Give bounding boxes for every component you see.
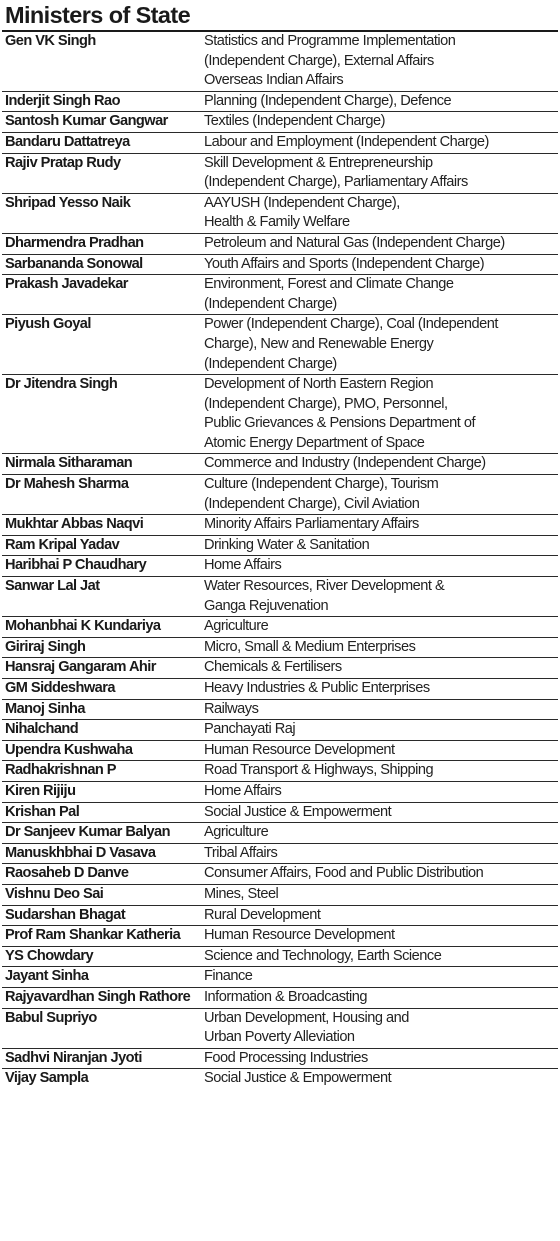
portfolio [204,92,558,112]
table-row [2,658,558,679]
minister-name: Upendra Kushwaha [5,741,133,758]
portfolio-line: Petroleum and Natural Gas (Independent Charge) [204,234,505,251]
minister-name: Krishan Pal [5,803,80,820]
portfolio [204,782,558,802]
table-row [2,375,558,454]
ministers-table [2,32,558,1089]
table-row [2,315,558,375]
portfolio-line: Mines, Steel [204,885,279,902]
portfolio [204,885,558,905]
table-row [2,741,558,762]
table-row [2,154,558,194]
portfolio-line: Water Resources, River Development & [204,578,445,595]
portfolio-line: (Independent Charge), Parliamentary Affairs [204,174,468,191]
table-row [2,1049,558,1070]
portfolio-line: Culture (Independent Charge), Tourism [204,476,439,493]
minister-name: Manoj Sinha [5,700,85,717]
portfolio [204,255,558,275]
minister-name: Nirmala Sitharaman [5,455,133,472]
portfolio-line: Statistics and Programme Implementation [204,33,456,49]
table-row [2,1009,558,1049]
portfolio [204,638,558,658]
minister-name: Vijay Sampla [5,1070,89,1087]
table-row [2,782,558,803]
table-row [2,679,558,700]
minister-name: Bandaru Dattatreya [5,133,130,150]
portfolio-line: Tribal Affairs [204,844,278,861]
portfolio-line: Minority Affairs Parliamentary Affairs [204,516,419,533]
table-row [2,133,558,154]
table-row [2,617,558,638]
portfolio [204,577,558,616]
portfolio-line: Drinking Water & Sanitation [204,536,370,553]
table-row [2,720,558,741]
portfolio [204,967,558,987]
minister-name: Sanwar Lal Jat [5,578,100,595]
minister-name: Giriraj Singh [5,638,86,655]
table-row [2,255,558,276]
portfolio-line: Home Affairs [204,557,282,574]
minister-name: Mohanbhai K Kundariya [5,618,161,635]
portfolio-line: Health & Family Welfare [204,214,350,231]
portfolio [204,515,558,535]
table-row [2,234,558,255]
portfolio [204,154,558,193]
portfolio [204,988,558,1008]
portfolio-line: Rural Development [204,906,321,923]
portfolio-line: Power (Independent Charge), Coal (Independent [204,316,498,333]
portfolio [204,1009,558,1048]
portfolio-line: Commerce and Industry (Independent Charge) [204,455,486,472]
portfolio-line: Road Transport & Highways, Shipping [204,762,434,779]
minister-name: Dr Mahesh Sharma [5,476,129,493]
minister-name: Raosaheb D Danve [5,865,129,882]
portfolio [204,823,558,843]
table-row [2,803,558,824]
minister-name: Prakash Javadekar [5,276,128,293]
portfolio [204,275,558,314]
minister-name: Dr Jitendra Singh [5,376,118,393]
portfolio-line: Social Justice & Empowerment [204,1070,392,1087]
table-row [2,967,558,988]
portfolio-line: Food Processing Industries [204,1049,368,1066]
portfolio-line: Ganga Rejuvenation [204,597,329,614]
portfolio-line: Charge), New and Renewable Energy [204,335,434,352]
minister-name: Gen VK Singh [5,33,96,49]
portfolio [204,234,558,254]
minister-name: Rajiv Pratap Rudy [5,154,121,171]
portfolio [204,375,558,453]
portfolio [204,475,558,514]
portfolio-line: (Independent Charge), PMO, Personnel, [204,395,448,412]
portfolio-line: Railways [204,700,259,717]
table-row [2,194,558,234]
portfolio-line: AAYUSH (Independent Charge), [204,194,400,211]
minister-name: Sadhvi Niranjan Jyoti [5,1049,142,1066]
portfolio-line: Development of North Eastern Region [204,376,434,393]
portfolio [204,454,558,474]
minister-name: Manuskhbhai D Vasava [5,844,156,861]
table-row [2,32,558,92]
portfolio-line: Panchayati Raj [204,721,296,738]
portfolio-line: Information & Broadcasting [204,988,368,1005]
portfolio [204,741,558,761]
minister-name: Ram Kripal Yadav [5,536,120,553]
portfolio-line: Textiles (Independent Charge) [204,113,386,130]
portfolio [204,844,558,864]
minister-name: Prof Ram Shankar Katheria [5,927,181,944]
portfolio [204,556,558,576]
minister-name: Rajyavardhan Singh Rathore [5,988,191,1005]
portfolio-line: Science and Technology, Earth Science [204,947,442,964]
portfolio [204,926,558,946]
portfolio [204,679,558,699]
portfolio-line: Planning (Independent Charge), Defence [204,92,452,109]
portfolio [204,906,558,926]
portfolio-line: Urban Poverty Alleviation [204,1029,355,1046]
portfolio [204,617,558,637]
portfolio [204,536,558,556]
portfolio [204,803,558,823]
portfolio [204,112,558,132]
portfolio-line: Labour and Employment (Independent Charge) [204,133,489,150]
portfolio-line: Finance [204,968,253,985]
portfolio [204,1069,558,1089]
table-row [2,556,558,577]
portfolio-line: Chemicals & Fertilisers [204,659,342,676]
portfolio-line: Social Justice & Empowerment [204,803,392,820]
portfolio [204,133,558,153]
minister-name: Inderjit Singh Rao [5,92,120,109]
minister-name: Hansraj Gangaram Ahir [5,659,156,676]
minister-name: Dr Sanjeev Kumar Balyan [5,824,170,841]
table-row [2,577,558,617]
table-row [2,638,558,659]
table-row [2,761,558,782]
minister-name: Santosh Kumar Gangwar [5,113,168,130]
portfolio-line: Human Resource Development [204,927,395,944]
table-row [2,275,558,315]
minister-name: Babul Supriyo [5,1009,97,1026]
portfolio-line: Agriculture [204,618,269,635]
page-title: Ministers of State [2,0,558,32]
portfolio-line: Urban Development, Housing and [204,1009,409,1026]
minister-name: Dharmendra Pradhan [5,234,144,251]
portfolio [204,720,558,740]
table-row [2,947,558,968]
portfolio-line: Skill Development & Entrepreneurship [204,154,433,171]
portfolio [204,947,558,967]
minister-name: Vishnu Deo Sai [5,885,104,902]
table-row [2,1069,558,1089]
table-row [2,454,558,475]
minister-name: Sudarshan Bhagat [5,906,126,923]
portfolio-line: (Independent Charge) [204,355,337,372]
portfolio-line: Human Resource Development [204,741,395,758]
table-row [2,864,558,885]
minister-name: Piyush Goyal [5,316,91,333]
table-row [2,475,558,515]
portfolio-line: Public Grievances & Pensions Department of [204,415,476,432]
portfolio-line: Home Affairs [204,782,282,799]
portfolio [204,658,558,678]
portfolio [204,194,558,233]
portfolio [204,761,558,781]
portfolio-line: Atomic Energy Department of Space [204,434,425,451]
portfolio-line: (Independent Charge) [204,295,337,312]
table-row [2,926,558,947]
minister-name: Mukhtar Abbas Naqvi [5,516,144,533]
portfolio-line: Environment, Forest and Climate Change [204,276,454,293]
portfolio [204,32,558,91]
minister-name: Jayant Sinha [5,968,89,985]
portfolio-line: Heavy Industries & Public Enterprises [204,680,430,696]
portfolio-line: Consumer Affairs, Food and Public Distribution [204,865,484,882]
table-row [2,844,558,865]
table-row [2,885,558,906]
minister-name: Shripad Yesso Naik [5,194,131,211]
minister-name: Radhakrishnan P [5,762,116,779]
minister-name: Nihalchand [5,721,79,738]
minister-name: YS Chowdary [5,947,94,964]
table-row [2,536,558,557]
portfolio-line: Overseas Indian Affairs [204,72,344,89]
minister-name: Kiren Rijiju [5,782,76,799]
portfolio-line: (Independent Charge), Civil Aviation [204,495,420,512]
minister-name: GM Siddeshwara [5,680,115,696]
table-row [2,515,558,536]
table-row [2,92,558,113]
portfolio [204,864,558,884]
minister-name: Sarbananda Sonowal [5,255,143,272]
table-row [2,700,558,721]
minister-name: Haribhai P Chaudhary [5,557,147,574]
portfolio [204,1049,558,1069]
table-row [2,906,558,927]
portfolio-line: Micro, Small & Medium Enterprises [204,638,416,655]
portfolio [204,700,558,720]
portfolio-line: (Independent Charge), External Affairs [204,52,434,69]
portfolio-line: Agriculture [204,824,269,841]
table-row [2,988,558,1009]
table-row [2,823,558,844]
portfolio-line: Youth Affairs and Sports (Independent Charge) [204,255,485,272]
portfolio [204,315,558,374]
table-row [2,112,558,133]
